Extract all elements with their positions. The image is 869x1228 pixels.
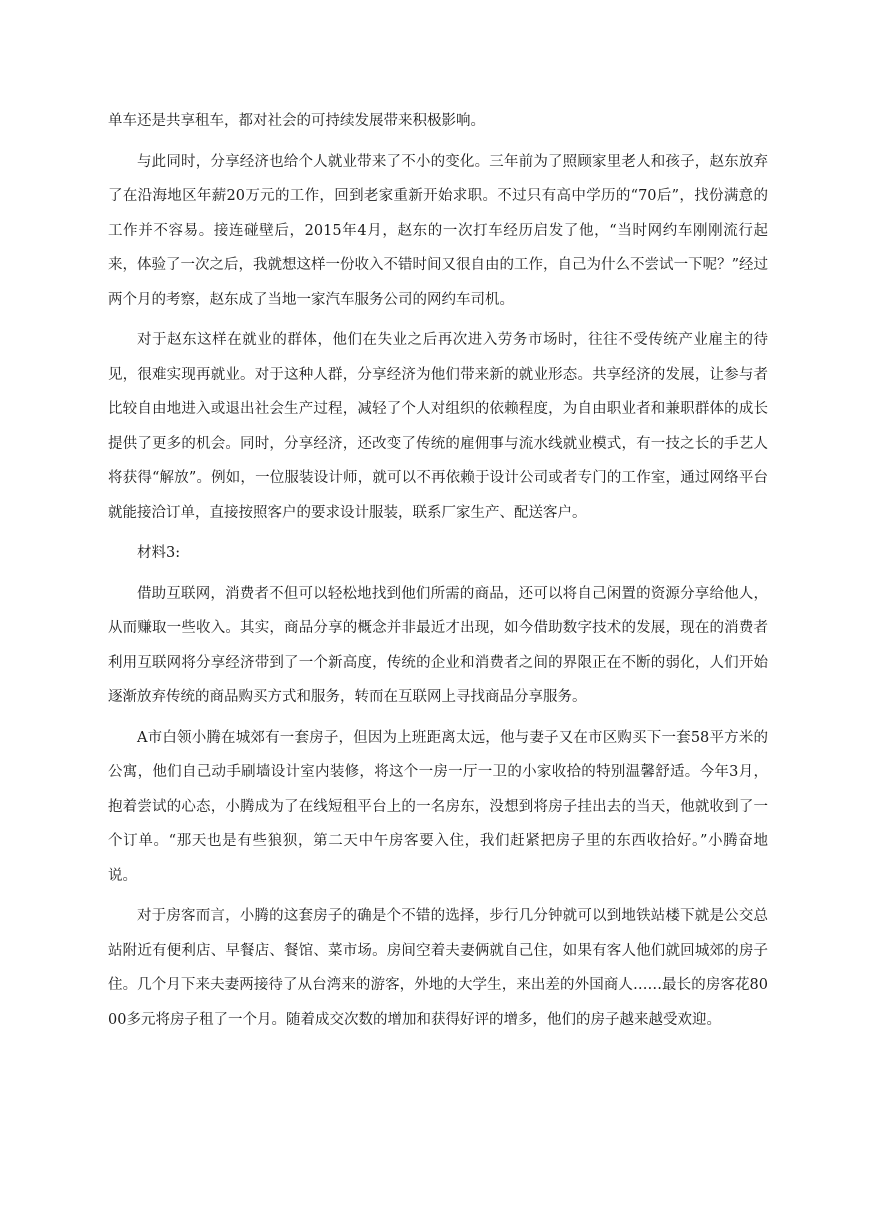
paragraph-continuation: 单车还是共享租车，都对社会的可持续发展带来积极影响。 (108, 113, 485, 129)
material-3-heading: 材料3: (137, 545, 181, 561)
paragraph-new-employment-form: 对于赵东这样在就业的群体，他们在失业之后再次进入劳务市场时，往往不受传统产业雇主的待见，很难实现再就业。对于这种人群，分享经济为他们带来新的就业形态。共享经济的发展，让参与者比较自由地进入或退出社会生产过程，减轻了个人对组织的依赖程度，为自由职业者和兼职群体的成长提供了更多的机会。同时，分享经济，还改变了传统的雇佣事与流水线就业模式，有一技之长的手艺人将获得“解放”。例如，一位服装设计师，就可以不再依赖于设计公司或者专门的工作室，通过网络平台就能接洽订单，直接按照客户的要求设计服装，联系厂家生产、配送客户。 (108, 332, 768, 521)
document-page (108, 104, 768, 1043)
paragraph-internet-sharing: 借助互联网，消费者不但可以轻松地找到他们所需的商品，还可以将自己闲置的资源分享给他人，从而赚取一些收入。其实，商品分享的概念并非最近才出现，如今借助数字技术的发展，现在的消费者利用互联网将分享经济带到了一个新高度，传统的企业和消费者之间的界限正在不断的弱化，人们开始逐渐放弃传统的商品购买方式和服务，转而在互联网上寻找商品分享服务。 (108, 585, 768, 705)
paragraph-zhao-dong-employment: 与此同时，分享经济也给个人就业带来了不小的变化。三年前为了照顾家里老人和孩子，赵东放弃了在沿海地区年薪20万元的工作，回到老家重新开始求职。不过只有高中学历的“70后”，找份满意的工作并不容易。接连碰壁后，2015年4月，赵东的一次打车经历启发了他，“当时网约车刚刚流行起来，体验了一次之后，我就想这样一份收入不错时间又很自由的工作，自己为什么不尝试一下呢？”经过两个月的考察，赵东成了当地一家汽车服务公司的网约车司机。 (108, 153, 768, 308)
paragraph-tenants: 对于房客而言，小腾的这套房子的确是个不错的选择，步行几分钟就可以到地铁站楼下就是公交总站附近有便利店、早餐店、餐馆、菜市场。房间空着夫妻俩就自己住，如果有客人他们就回城郊的房子住。几个月下来夫妻两接待了从台湾来的游客，外地的大学生，来出差的外国商人……最长的房客花8000多元将房子租了一个月。随着成交次数的增加和获得好评的增多，他们的房子越来越受欢迎。 (108, 908, 768, 1028)
paragraph-xiao-teng-apartment: A市白领小腾在城郊有一套房子，但因为上班距离太远，他与妻子又在市区购买下一套58平方米的公寓，他们自己动手刷墙设计室内装修，将这个一房一厅一卫的小家收拾的特别温馨舒适。今年3月，抱着尝试的心态，小腾成为了在线短租平台上的一名房东，没想到将房子挂出去的当天，他就收到了一个订单。“那天也是有些狼狈，第二天中午房客要入住，我们赶紧把房子里的东西收拾好。”小腾奋地说。 (108, 729, 768, 884)
